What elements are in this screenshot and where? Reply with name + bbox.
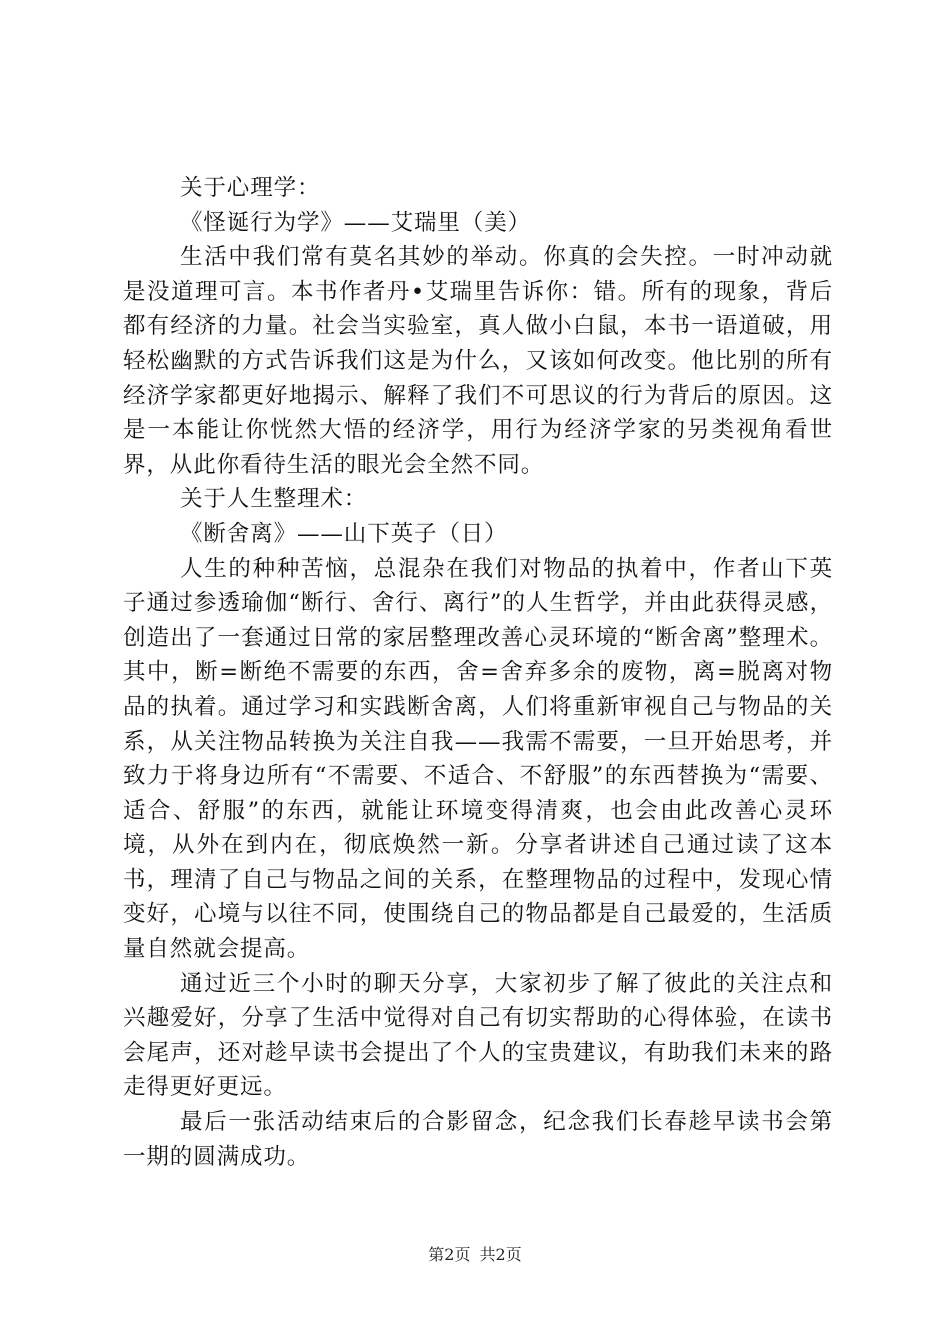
section-heading-life-organizing: 关于人生整理术： [180, 486, 368, 513]
book-title-danshari: 《断舍离》——山下英子（日） [180, 520, 508, 547]
closing-paragraph: 最后一张活动结束后的合影留念，纪念我们长春趁早读书会第一期的圆满成功。 [123, 1109, 833, 1170]
book-description-predictably-irrational: 生活中我们常有莫名其妙的举动。你真的会失控。一时冲动就是没道理可言。本书作者丹•艾瑞里告诉你：错。所有的现象，背后都有经济的力量。社会当实验室，真人做小白鼠，本书一语道破，用轻松幽默的方式告诉我们这是为什么，又该如何改变。他比别的所有经济学家都更好地揭示、解释了我们不可思议的行为背后的原因。这是一本能让你恍然大悟的经济学，用行为经济学家的另类视角看世界，从此你看待生活的眼光会全然不同。 [123, 244, 833, 478]
book-title-predictably-irrational: 《怪诞行为学》——艾瑞里（美） [180, 209, 532, 236]
page-footer [0, 1244, 950, 1266]
document-body [123, 171, 833, 1174]
summary-paragraph: 通过近三个小时的聊天分享，大家初步了解了彼此的关注点和兴趣爱好，分享了生活中觉得对自己有切实帮助的心得体验，在读书会尾声，还对趁早读书会提出了个人的宝贵建议，有助我们未来的路走得更好更远。 [123, 970, 833, 1101]
section-heading-psychology: 关于心理学： [180, 175, 321, 201]
page-total: 共2页 [479, 1245, 522, 1264]
book-description-danshari: 人生的种种苦恼，总混杂在我们对物品的执着中，作者山下英子通过参透瑜伽“断行、舍行、离行”的人生哲学，并由此获得灵感，创造出了一套通过日常的家居整理改善心灵环境的“断舍离”整理术。其中，断=断绝不需要的东西，舍=舍弃多余的废物，离=脱离对物品的执着。通过学习和实践断舍离，人们将重新审视自己与物品的关系，从关注物品转换为关注自我——我需不需要，一旦开始思考，并致力于将身边所有“不需要、不适合、不舒服”的东西替换为“需要、适合、舒服”的东西，就能让环境变得清爽，也会由此改善心灵环境，从外在到内在，彻底焕然一新。分享者讲述自己通过读了这本书，理清了自己与物品之间的关系，在整理物品的过程中，发现心情变好，心境与以往不同，使围绕自己的物品都是自己最爱的，生活质量自然就会提高。 [123, 555, 833, 963]
page-number: 第2页 [428, 1245, 471, 1264]
